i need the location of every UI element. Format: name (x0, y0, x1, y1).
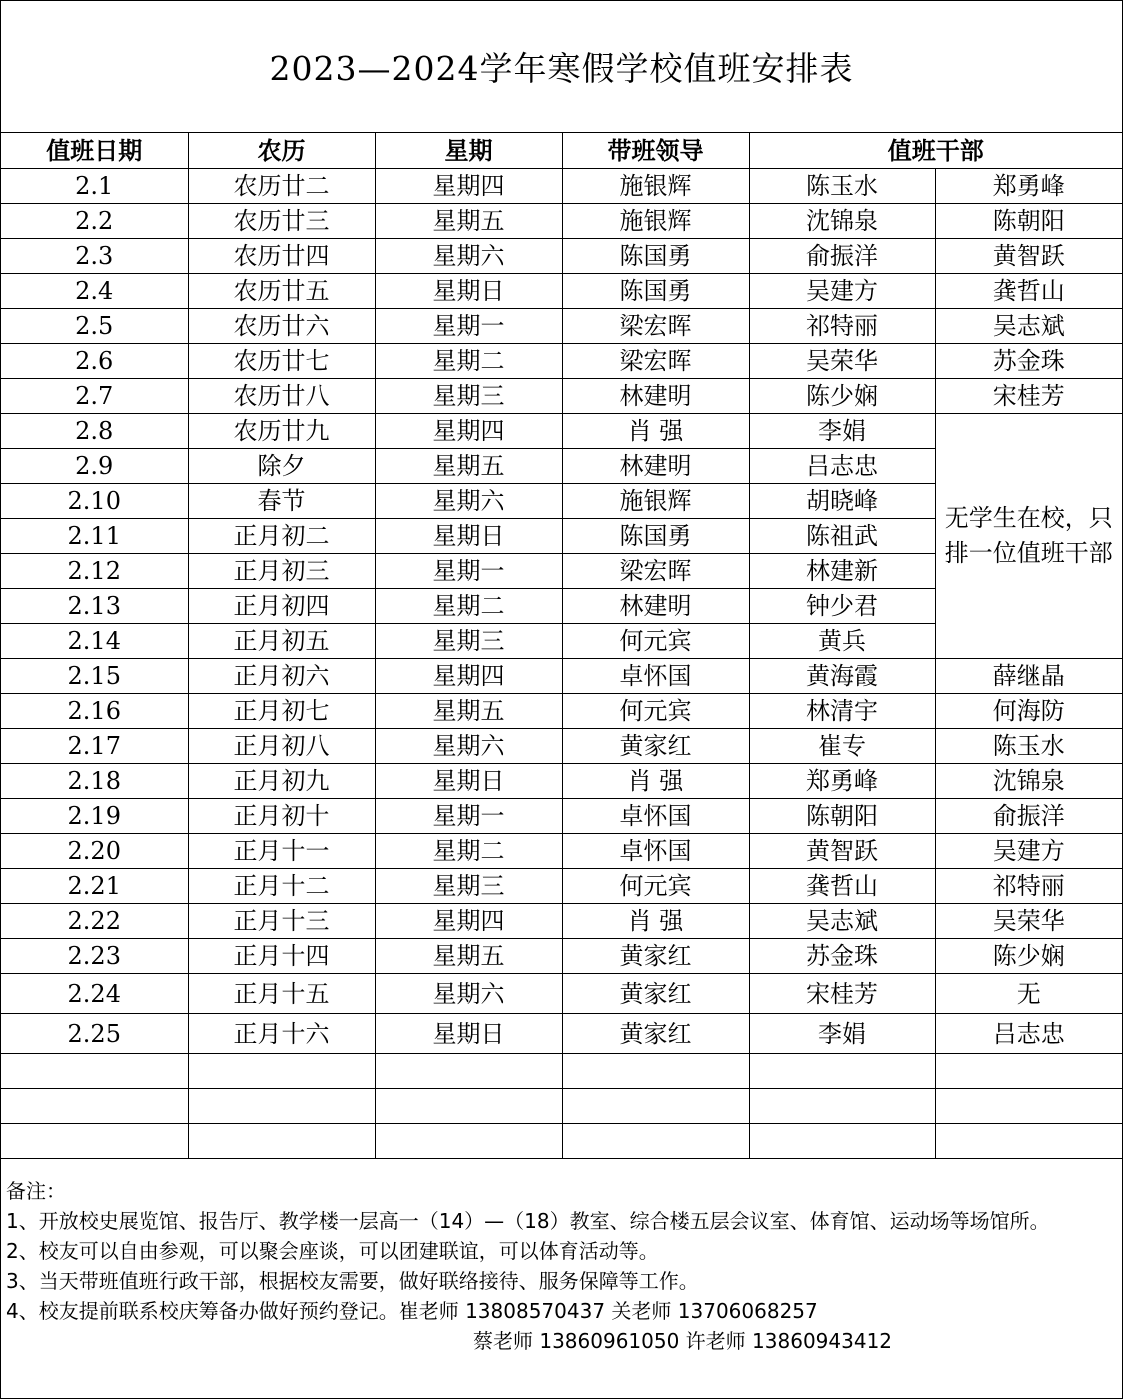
cell-weekday: 星期一 (375, 554, 562, 589)
table-row (1, 309, 1122, 344)
table-row (1, 799, 1122, 834)
cell-leader: 林建明 (562, 379, 749, 414)
cell-date: 2.20 (1, 834, 188, 869)
table-row (1, 974, 1122, 1014)
cell-lunar: 正月初六 (188, 659, 375, 694)
cell-staff2: 吴志斌 (935, 309, 1122, 344)
cell-leader: 肖 强 (562, 764, 749, 799)
cell-weekday: 星期二 (375, 834, 562, 869)
cell-leader: 肖 强 (562, 904, 749, 939)
cell-staff2: 何海防 (935, 694, 1122, 729)
cell-lunar: 农历廿五 (188, 274, 375, 309)
cell-date: 2.2 (1, 204, 188, 239)
cell-staff2: 祁特丽 (935, 869, 1122, 904)
table-row (1, 764, 1122, 799)
cell-leader: 陈国勇 (562, 274, 749, 309)
note-item-3: 3、当天带班值班行政干部，根据校友需要，做好联络接待、服务保障等工作。 (6, 1269, 699, 1293)
cell-weekday: 星期六 (375, 974, 562, 1014)
cell-leader: 肖 强 (562, 414, 749, 449)
cell-lunar: 农历廿四 (188, 239, 375, 274)
cell-staff1: 崔专 (749, 729, 935, 764)
cell-leader: 何元宾 (562, 624, 749, 659)
cell-weekday: 星期日 (375, 1014, 562, 1054)
cell-weekday: 星期三 (375, 869, 562, 904)
cell-leader: 黄家红 (562, 1014, 749, 1054)
notes-section (6, 1176, 1116, 1356)
cell-date: 2.3 (1, 239, 188, 274)
cell-lunar: 农历廿二 (188, 169, 375, 204)
cell-staff1: 吴荣华 (749, 344, 935, 379)
cell-staff1: 苏金珠 (749, 939, 935, 974)
cell-staff1: 郑勇峰 (749, 764, 935, 799)
cell-staff1: 黄海霞 (749, 659, 935, 694)
cell-leader: 林建明 (562, 589, 749, 624)
empty-cell (935, 1054, 1122, 1089)
cell-weekday: 星期六 (375, 484, 562, 519)
empty-cell (375, 1054, 562, 1089)
cell-date: 2.6 (1, 344, 188, 379)
cell-weekday: 星期一 (375, 799, 562, 834)
cell-staff1: 李娟 (749, 1014, 935, 1054)
note-item-4: 4、校友提前联系校庆筹备办做好预约登记。崔老师 13808570437 关老师 13706068257 (6, 1299, 818, 1323)
cell-lunar: 正月十五 (188, 974, 375, 1014)
cell-staff1: 黄兵 (749, 624, 935, 659)
cell-leader: 陈国勇 (562, 519, 749, 554)
cell-date: 2.17 (1, 729, 188, 764)
notes-heading: 备注： (6, 1179, 66, 1203)
cell-lunar: 正月初五 (188, 624, 375, 659)
header-weekday: 星期 (375, 133, 562, 169)
cell-weekday: 星期二 (375, 589, 562, 624)
cell-lunar: 正月初二 (188, 519, 375, 554)
empty-cell (188, 1089, 375, 1124)
cell-leader: 梁宏晖 (562, 344, 749, 379)
cell-date: 2.11 (1, 519, 188, 554)
cell-staff2: 陈朝阳 (935, 204, 1122, 239)
cell-staff1: 龚哲山 (749, 869, 935, 904)
cell-staff1: 胡晓峰 (749, 484, 935, 519)
cell-weekday: 星期四 (375, 169, 562, 204)
cell-staff2: 薛继晶 (935, 659, 1122, 694)
empty-cell (188, 1054, 375, 1089)
cell-lunar: 农历廿九 (188, 414, 375, 449)
cell-staff2: 宋桂芳 (935, 379, 1122, 414)
cell-staff2: 郑勇峰 (935, 169, 1122, 204)
cell-leader: 黄家红 (562, 729, 749, 764)
table-row (1, 169, 1122, 204)
cell-staff2: 吴建方 (935, 834, 1122, 869)
header-staff: 值班干部 (749, 133, 1122, 169)
cell-staff1: 李娟 (749, 414, 935, 449)
cell-date: 2.21 (1, 869, 188, 904)
cell-staff2: 陈少娴 (935, 939, 1122, 974)
empty-cell (935, 1124, 1122, 1159)
header-date: 值班日期 (1, 133, 188, 169)
cell-weekday: 星期三 (375, 624, 562, 659)
cell-date: 2.23 (1, 939, 188, 974)
cell-staff2: 无 (935, 974, 1122, 1014)
cell-lunar: 正月十三 (188, 904, 375, 939)
cell-leader: 梁宏晖 (562, 554, 749, 589)
note-item-1: 1、开放校史展览馆、报告厅、教学楼一层高一（14）—（18）教室、综合楼五层会议室、体育馆、运动场等场馆所。 (6, 1209, 1050, 1233)
cell-staff1: 林清宇 (749, 694, 935, 729)
table-row (1, 239, 1122, 274)
cell-staff1: 吕志忠 (749, 449, 935, 484)
cell-lunar: 正月十四 (188, 939, 375, 974)
cell-staff2: 吴荣华 (935, 904, 1122, 939)
cell-weekday: 星期日 (375, 764, 562, 799)
cell-weekday: 星期四 (375, 659, 562, 694)
cell-date: 2.12 (1, 554, 188, 589)
cell-staff1: 沈锦泉 (749, 204, 935, 239)
cell-weekday: 星期日 (375, 274, 562, 309)
empty-cell (749, 1054, 935, 1089)
empty-cell (1, 1124, 188, 1159)
empty-cell (562, 1124, 749, 1159)
cell-weekday: 星期一 (375, 309, 562, 344)
cell-leader: 梁宏晖 (562, 309, 749, 344)
cell-leader: 林建明 (562, 449, 749, 484)
cell-staff1: 陈朝阳 (749, 799, 935, 834)
table-row (1, 274, 1122, 309)
table-row (1, 1014, 1122, 1054)
cell-lunar: 正月初十 (188, 799, 375, 834)
cell-staff2: 俞振洋 (935, 799, 1122, 834)
cell-weekday: 星期五 (375, 694, 562, 729)
cell-date: 2.16 (1, 694, 188, 729)
note-contacts-line2: 蔡老师 13860961050 许老师 13860943412 (473, 1329, 893, 1353)
cell-lunar: 正月十二 (188, 869, 375, 904)
table-row (1, 204, 1122, 239)
cell-staff1: 林建新 (749, 554, 935, 589)
empty-cell (1, 1054, 188, 1089)
table-row (1, 904, 1122, 939)
cell-weekday: 星期四 (375, 414, 562, 449)
table-row (1, 344, 1122, 379)
empty-cell (188, 1124, 375, 1159)
cell-staff2: 龚哲山 (935, 274, 1122, 309)
cell-leader: 卓怀国 (562, 834, 749, 869)
cell-staff1: 陈祖武 (749, 519, 935, 554)
cell-staff1: 陈少娴 (749, 379, 935, 414)
cell-lunar: 正月十一 (188, 834, 375, 869)
table-row (1, 414, 1122, 449)
cell-staff1: 俞振洋 (749, 239, 935, 274)
cell-lunar: 正月初七 (188, 694, 375, 729)
cell-date: 2.10 (1, 484, 188, 519)
cell-lunar: 除夕 (188, 449, 375, 484)
cell-leader: 陈国勇 (562, 239, 749, 274)
cell-date: 2.13 (1, 589, 188, 624)
cell-date: 2.5 (1, 309, 188, 344)
cell-date: 2.18 (1, 764, 188, 799)
empty-row (1, 1089, 1122, 1124)
cell-date: 2.1 (1, 169, 188, 204)
cell-leader: 何元宾 (562, 694, 749, 729)
cell-lunar: 正月初八 (188, 729, 375, 764)
cell-lunar: 正月初四 (188, 589, 375, 624)
cell-weekday: 星期三 (375, 379, 562, 414)
empty-cell (749, 1089, 935, 1124)
cell-weekday: 星期五 (375, 204, 562, 239)
cell-date: 2.4 (1, 274, 188, 309)
cell-staff2: 陈玉水 (935, 729, 1122, 764)
empty-cell (375, 1124, 562, 1159)
cell-staff2: 苏金珠 (935, 344, 1122, 379)
empty-cell (562, 1089, 749, 1124)
cell-date: 2.19 (1, 799, 188, 834)
page-title: 2023—2024学年寒假学校值班安排表 (1, 1, 1122, 133)
cell-leader: 卓怀国 (562, 799, 749, 834)
table-row (1, 834, 1122, 869)
empty-cell (375, 1089, 562, 1124)
cell-date: 2.22 (1, 904, 188, 939)
cell-date: 2.7 (1, 379, 188, 414)
empty-cell (562, 1054, 749, 1089)
cell-leader: 何元宾 (562, 869, 749, 904)
header-lunar: 农历 (188, 133, 375, 169)
cell-staff2: 黄智跃 (935, 239, 1122, 274)
cell-lunar: 正月十六 (188, 1014, 375, 1054)
merged-note-cell: 无学生在校，只排一位值班干部 (935, 414, 1122, 659)
cell-leader: 卓怀国 (562, 659, 749, 694)
table-row (1, 939, 1122, 974)
cell-leader: 黄家红 (562, 939, 749, 974)
cell-lunar: 正月初三 (188, 554, 375, 589)
cell-lunar: 农历廿八 (188, 379, 375, 414)
note-item-2: 2、校友可以自由参观，可以聚会座谈，可以团建联谊，可以体育活动等。 (6, 1239, 659, 1263)
cell-leader: 黄家红 (562, 974, 749, 1014)
cell-staff1: 陈玉水 (749, 169, 935, 204)
cell-lunar: 农历廿七 (188, 344, 375, 379)
cell-lunar: 正月初九 (188, 764, 375, 799)
cell-weekday: 星期五 (375, 449, 562, 484)
cell-weekday: 星期二 (375, 344, 562, 379)
header-leader: 带班领导 (562, 133, 749, 169)
cell-weekday: 星期六 (375, 239, 562, 274)
table-body (1, 169, 1122, 1159)
cell-leader: 施银辉 (562, 484, 749, 519)
duty-table (1, 132, 1122, 1159)
cell-date: 2.25 (1, 1014, 188, 1054)
cell-weekday: 星期六 (375, 729, 562, 764)
empty-row (1, 1124, 1122, 1159)
cell-staff1: 钟少君 (749, 589, 935, 624)
cell-date: 2.9 (1, 449, 188, 484)
table-row (1, 694, 1122, 729)
empty-cell (1, 1089, 188, 1124)
cell-leader: 施银辉 (562, 169, 749, 204)
cell-date: 2.24 (1, 974, 188, 1014)
cell-staff1: 祁特丽 (749, 309, 935, 344)
cell-lunar: 农历廿三 (188, 204, 375, 239)
cell-weekday: 星期日 (375, 519, 562, 554)
cell-staff1: 黄智跃 (749, 834, 935, 869)
cell-lunar: 春节 (188, 484, 375, 519)
cell-staff2: 沈锦泉 (935, 764, 1122, 799)
cell-date: 2.15 (1, 659, 188, 694)
table-row (1, 379, 1122, 414)
cell-staff1: 吴建方 (749, 274, 935, 309)
cell-date: 2.8 (1, 414, 188, 449)
cell-staff2: 吕志忠 (935, 1014, 1122, 1054)
cell-leader: 施银辉 (562, 204, 749, 239)
empty-cell (935, 1089, 1122, 1124)
cell-staff1: 宋桂芳 (749, 974, 935, 1014)
table-row (1, 659, 1122, 694)
table-row (1, 869, 1122, 904)
cell-date: 2.14 (1, 624, 188, 659)
table-row (1, 729, 1122, 764)
cell-staff1: 吴志斌 (749, 904, 935, 939)
empty-row (1, 1054, 1122, 1089)
cell-weekday: 星期五 (375, 939, 562, 974)
cell-weekday: 星期四 (375, 904, 562, 939)
empty-cell (749, 1124, 935, 1159)
cell-lunar: 农历廿六 (188, 309, 375, 344)
